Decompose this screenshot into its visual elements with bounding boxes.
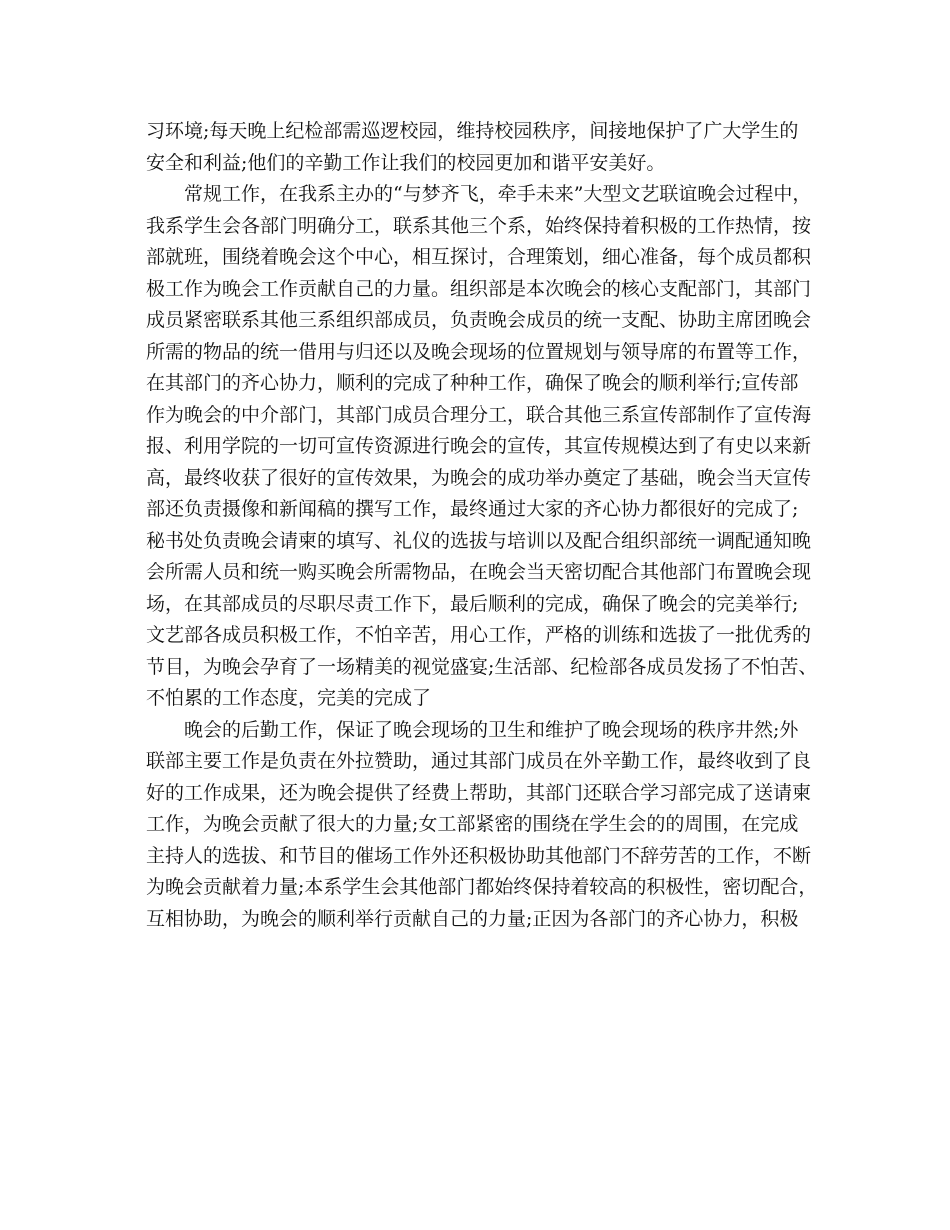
text-line: 安全和利益;他们的辛勤工作让我们的校园更加和谐平安美好。 [146,151,666,174]
text-line: 习环境;每天晚上纪检部需巡逻校园，维持校园秩序，间接地保护了广大学生的 [146,120,799,142]
text-line: 工作，为晚会贡献了很大的力量;女工部紧密的围绕在学生会的的周围，在完成 [146,813,799,835]
text-line: 成员紧密联系其他三系组织部成员，负责晚会成员的统一支配、协助主席团晚会 [146,309,812,331]
text-line: 文艺部各成员积极工作，不怕辛苦，用心工作，严格的训练和选拔了一批优秀的 [146,624,812,646]
text-line: 互相协助，为晚会的顺利举行贡献自己的力量;正因为各部门的齐心协力，积极 [146,907,799,930]
text-line: 极工作为晚会工作贡献自己的力量。组织部是本次晚会的核心支配部门，其部门 [146,277,812,300]
text-line: 场，在其部成员的尽职尽责工作下，最后顺利的完成，确保了晚会的完美举行; [146,592,799,615]
text-line: 在其部门的齐心协力，顺利的完成了种种工作，确保了晚会的顺利举行;宣传部 [146,372,799,394]
text-line: 部还负责摄像和新闻稿的撰写工作，最终通过大家的齐心协力都很好的完成了; [146,498,799,520]
body-text [146,116,826,935]
text-line: 报、利用学院的一切可宣传资源进行晚会的宣传，其宣传规模达到了有史以来新 [146,435,812,457]
text-line: 作为晚会的中介部门，其部门成员合理分工，联合其他三系宣传部制作了宣传海 [146,403,812,426]
text-line: 不怕累的工作态度，完美的完成了 [146,687,432,709]
text-line: 主持人的选拔、和节目的催场工作外还积极协助其他部门不辞劳苦的工作，不断 [146,844,812,867]
text-line: 部就班，围绕着晚会这个中心，相互探讨，合理策划，细心准备，每个成员都积 [146,246,812,268]
text-line: 节目，为晚会孕育了一场精美的视觉盛宴;生活部、纪检部各成员发扬了不怕苦、 [146,655,818,678]
text-line: 好的工作成果，还为晚会提供了经费上帮助，其部门还联合学习部完成了送请柬 [146,781,812,804]
text-line: 联部主要工作是负责在外拉赞助，通过其部门成员在外辛勤工作，最终收到了良 [146,750,812,772]
text-line: 会所需人员和统一购买晚会所需物品，在晚会当天密切配合其他部门布置晚会现 [146,561,812,583]
paragraph-start-line: 晚会的后勤工作，保证了晚会现场的卫生和维护了晚会现场的秩序井然;外 [184,718,799,741]
text-line: 为晚会贡献着力量;本系学生会其他部门都始终保持着较高的积极性，密切配合， [146,876,818,898]
text-line: 我系学生会各部门明确分工，联系其他三个系，始终保持着积极的工作热情，按 [146,214,812,237]
text-line: 高，最终收获了很好的宣传效果，为晚会的成功举办奠定了基础，晚会当天宣传 [146,466,812,489]
text-line: 秘书处负责晚会请柬的填写、礼仪的选拔与培训以及配合组织部统一调配通知晚 [146,529,812,552]
text-line: 所需的物品的统一借用与归还以及晚会现场的位置规划与领导席的布置等工作， [146,340,812,363]
paragraph-start-line: 常规工作，在我系主办的“与梦齐飞，牵手未来”大型文艺联谊晚会过程中， [184,183,812,205]
